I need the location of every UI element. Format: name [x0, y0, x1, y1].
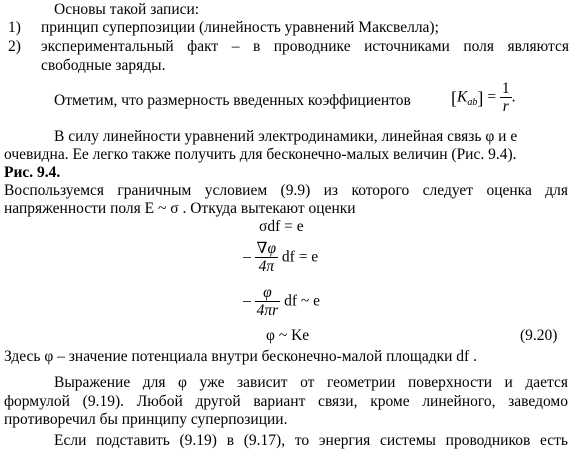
text-line-substitute: Если подставить (9.19) в (9.17), то энергия системы проводников есть	[54, 432, 568, 449]
formula-kab-symbol: K	[457, 88, 468, 106]
text-line-potential: Здесь φ – значение потенциала внутри бесконечно-малой площадки df .	[4, 348, 477, 365]
text-line-formula: формулой (9.19). Любой другой вариант связи, кроме линейного, заведомо	[4, 393, 568, 410]
equation-3-num: φ	[263, 284, 272, 301]
equation-1: σdf = e	[259, 218, 304, 235]
figure-caption: Рис. 9.4.	[4, 164, 61, 181]
text-line-linearity: В силу линейности уравнений электродинамики, линейная связь φ и e	[54, 128, 518, 145]
text-line-1: Основы такой записи:	[54, 1, 200, 18]
equation-4: φ ~ Ke	[266, 327, 310, 344]
formula-one: 1	[501, 80, 510, 97]
equation-3-den: 4πr	[256, 302, 279, 319]
list-item-2: экспериментальный факт – в проводнике источниками поля являются	[41, 38, 569, 55]
text-line-obvious: очевидна. Ее легко также получить для бесконечно-малых величин (Рис. 9.4).	[4, 146, 517, 163]
equation-3-rhs: df ~ e	[284, 292, 320, 310]
formula-r: r	[500, 97, 512, 115]
text-line-field: напряженности поля E ~ σ . Откуда вытекают оценки	[4, 200, 356, 217]
equation-2: – $\frac{\nabla\varphi}{4\pi}$ df = e	[243, 240, 319, 275]
list-number-2: 2)	[8, 38, 21, 55]
list-item-2-cont: свободные заряды.	[41, 57, 166, 74]
equation-2-num: ∇φ	[256, 240, 277, 257]
equation-2-rhs: df = e	[281, 248, 319, 266]
list-item-1: принцип суперпозиции (линейность уравнений Максвелла);	[41, 19, 439, 36]
text-line-boundary: Воспользуемся граничным условием (9.9) из которого следует оценка для	[4, 182, 568, 199]
text-line-superposition: противоречил бы принципу суперпозиции.	[4, 411, 288, 428]
text-line-expression: Выражение для φ уже зависит от геометрии поверхности и дается	[54, 374, 568, 391]
list-number-1: 1)	[8, 19, 21, 36]
equation-3: – $\frac{\varphi}{4\pi r}$ df ~ e	[243, 284, 320, 319]
formula-eq-sign: =	[487, 88, 500, 106]
equation-2-den: 4π	[255, 257, 278, 275]
text-line-dimension: Отметим, что размерность введенных коэффициентов	[54, 92, 411, 109]
formula-kab-sub: ab	[467, 97, 478, 109]
formula-kab: $[K_{ab}]$ = $\frac{1}{r}$ .	[451, 80, 516, 115]
equation-number: (9.20)	[520, 327, 558, 344]
